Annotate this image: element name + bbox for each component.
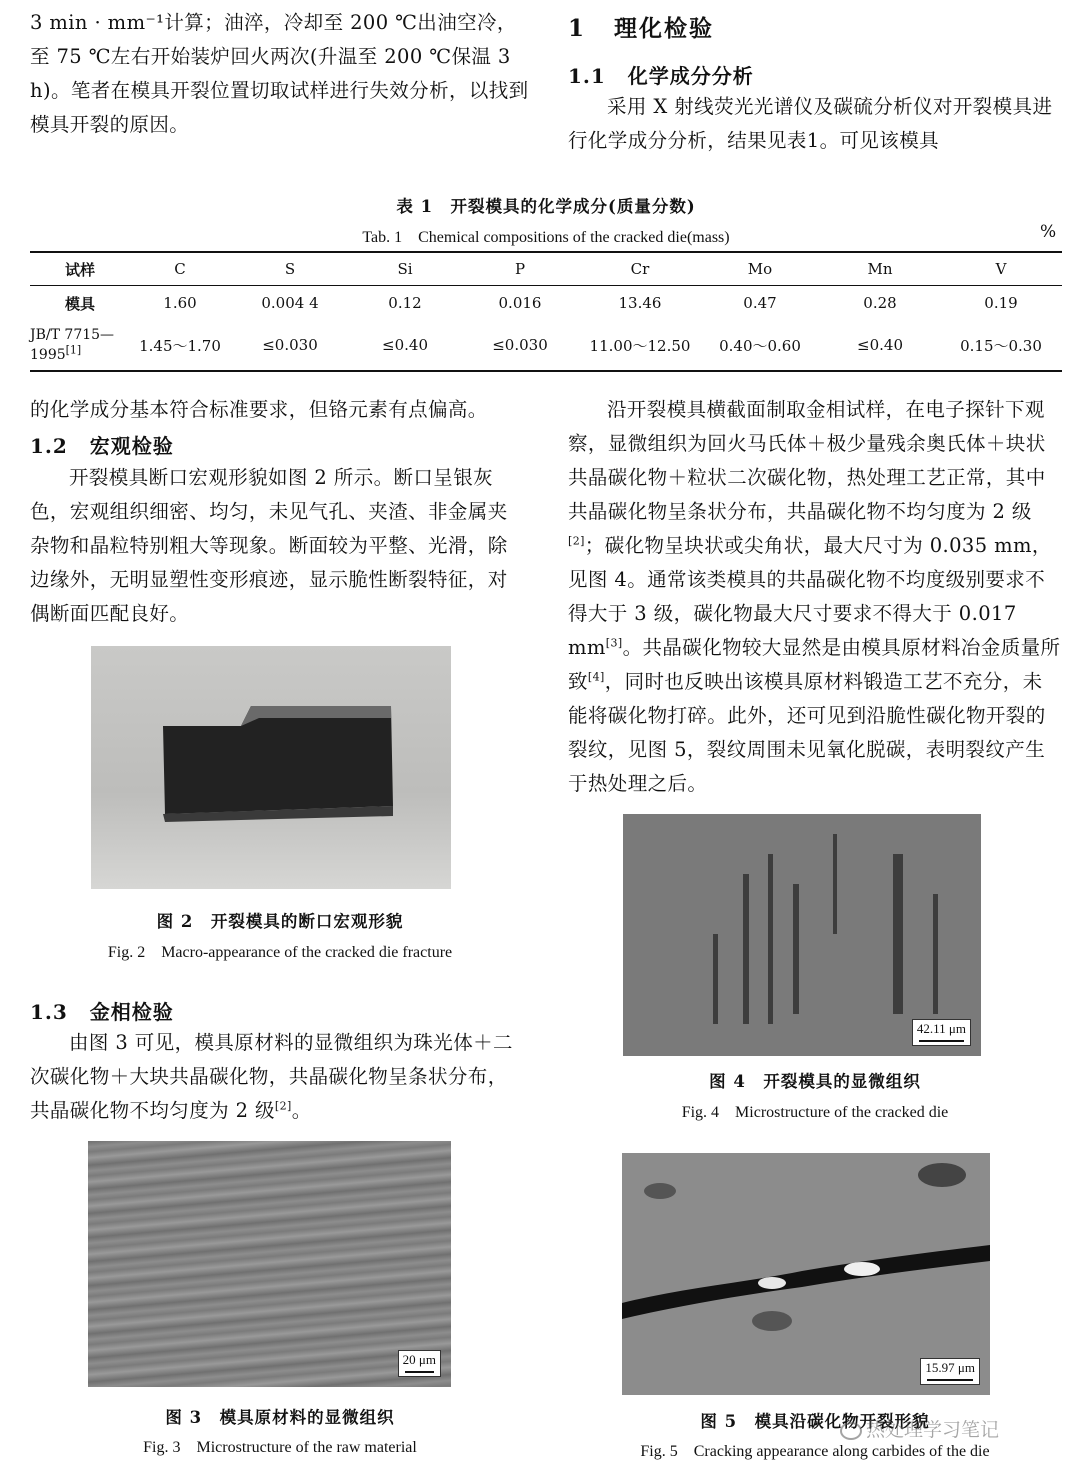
table-header: C: [130, 252, 230, 286]
table-cell: 13.46: [618, 294, 662, 312]
fig3-scale-bar: 20 μm: [398, 1350, 441, 1377]
table-cell-standard: [30, 320, 130, 371]
fig5-caption-en: Fig. 5 Cracking appearance along carbides of the die: [640, 1443, 990, 1460]
standard-ref: [1]: [65, 343, 82, 357]
subsection-1-3-heading: [30, 996, 174, 1025]
table1-unit: %: [1040, 222, 1057, 242]
subsection-number: 1.3: [30, 1000, 68, 1024]
table-header: P: [460, 252, 580, 286]
section-number: 1: [568, 15, 587, 42]
table-header: S: [230, 252, 350, 286]
ref-2: [2]: [274, 1099, 292, 1113]
chem-table: [30, 251, 1062, 372]
table-cell: 1.60: [163, 294, 197, 312]
fig3-caption-en: Fig. 3 Microstructure of the raw material: [143, 1439, 417, 1456]
fig2-die-image: [91, 646, 451, 889]
standard-label-line1: JB/T 7715—: [30, 327, 115, 343]
fig4-scale-bar: 42.11 μm: [912, 1019, 971, 1046]
table-header-row: [30, 252, 1062, 286]
fig5-scale-bar: 15.97 μm: [920, 1358, 980, 1385]
table-cell: 0.016: [498, 294, 542, 312]
subsection-title: 金相检验: [89, 1000, 174, 1024]
table-cell: 0.40～0.60: [700, 320, 820, 371]
fig2-photo: [91, 646, 451, 889]
fig5-photo: [622, 1153, 990, 1395]
fig4-photo: [623, 814, 981, 1056]
table1-caption-en: Tab. 1 Chemical compositions of the cracked die(mass): [362, 229, 730, 246]
table-header: Mo: [700, 252, 820, 286]
left-mid-text: 的化学成分基本符合标准要求，但铬元素有点偏高。: [30, 398, 488, 421]
table-cell: 0.19: [984, 294, 1018, 312]
table-header: Si: [350, 252, 460, 286]
table-row: [30, 320, 1062, 371]
table-header: 试样: [30, 252, 130, 286]
table-cell: 0.12: [388, 294, 422, 312]
chem-analysis-paragraph: 采用 X 射线荧光光谱仪及碳硫分析仪对开裂模具进行化学成分分析，结果见表1。可见该模具: [568, 95, 1053, 152]
fig4-caption-cn: 图 4 开裂模具的显微组织: [709, 1072, 921, 1091]
table-cell: ≤0.030: [230, 320, 350, 371]
watermark-text: 热处理学习笔记: [866, 1419, 1000, 1441]
wechat-icon: [840, 1422, 862, 1440]
section-1-heading: [568, 10, 714, 43]
table-cell: 0.004 4: [261, 294, 319, 312]
fig2-caption-cn: 图 2 开裂模具的断口宏观形貌: [156, 912, 404, 931]
ref-3: [3]: [605, 636, 623, 650]
subsection-number: 1.2: [30, 434, 68, 458]
fig2-caption-en: Fig. 2 Macro-appearance of the cracked die fracture: [107, 944, 453, 961]
table-header: V: [940, 252, 1062, 286]
fig3-photo: [88, 1141, 451, 1387]
subsection-number: 1.1: [568, 64, 606, 88]
table1: [30, 251, 1062, 372]
microstructure-paragraph: 沿开裂模具横截面制取金相试样，在电子探针下观察，显微组织为回火马氏体＋极少量残余奥氏体＋块状共晶碳化物＋粒状二次碳化物，热处理工艺正常，其中共晶碳化物呈条状分布，共晶碳化物不均匀度为 2 级[2]；碳化物呈块状或尖角状，最大尺寸为 0.035 mm，见图 4。通常该类模具的共晶碳化物不均度级别要求不得大于 3 级，碳化物最大尺寸要求不得大于 0.017 mm[3]。共晶碳化物较大显然是由模具原材料冶金质量所致[4]，同时也反映出该模具原材料锻造工艺不充分，未能将碳化物打碎。此外，还可见到沿脆性碳化物开裂的裂纹，见图 5，裂纹周围未见氧化脱碳，表明裂纹产生于热处理之后。: [568, 398, 1061, 795]
standard-label-line2: 1995: [30, 347, 66, 363]
left-intro-paragraph: 3 min · mm⁻¹计算；油淬，冷却至 200 ℃出油空冷，至 75 ℃左右开始装炉回火两次(升温至 200 ℃保温 3 h)。笔者在模具开裂位置切取试样进行失效分析，以找到模具开裂的原因。: [30, 11, 529, 136]
table-cell: 11.00～12.50: [580, 320, 700, 371]
watermark: [840, 1415, 999, 1442]
table-cell: ≤0.40: [350, 320, 460, 371]
fig5-caption-cn: 图 5 模具沿碳化物开裂形貌: [700, 1412, 930, 1431]
fig4-caption-en: Fig. 4 Microstructure of the cracked die: [681, 1104, 949, 1121]
subsection-title: 化学成分分析: [627, 64, 754, 88]
ref-4: [4]: [587, 670, 605, 684]
section-title: 理化检验: [614, 15, 715, 42]
table-header: Cr: [580, 252, 700, 286]
fig3-caption-cn: 图 3 模具原材料的显微组织: [165, 1408, 395, 1427]
subsection-1-2-heading: [30, 430, 174, 459]
table-cell: 1.45～1.70: [130, 320, 230, 371]
table1-caption-cn: 表 1 开裂模具的化学成分(质量分数): [396, 197, 696, 216]
subsection-title: 宏观检验: [89, 434, 174, 458]
table-cell: ≤0.030: [460, 320, 580, 371]
table-cell: 0.15～0.30: [940, 320, 1062, 371]
table-header: Mn: [820, 252, 940, 286]
table-cell: 0.47: [743, 294, 777, 312]
ref-2: [2]: [568, 534, 585, 548]
metallography-paragraph: 由图 3 可见，模具原材料的显微组织为珠光体＋二次碳化物＋大块共晶碳化物，共晶碳化物呈条状分布，共晶碳化物不均匀度为 2 级[2]。: [30, 1031, 513, 1122]
table-cell: ≤0.40: [820, 320, 940, 371]
subsection-1-1-heading: [568, 60, 754, 89]
macro-paragraph: 开裂模具断口宏观形貌如图 2 所示。断口呈银灰色，宏观组织细密、均匀，未见气孔、夹渣、非金属夹杂物和晶粒特别粗大等现象。断面较为平整、光滑，除边缘外，无明显塑性变形痕迹，显示脆性断裂特征，对偶断面匹配良好。: [30, 466, 508, 625]
table-cell: 模具: [64, 294, 95, 313]
table-cell: 0.28: [863, 294, 897, 312]
table-row: [30, 286, 1062, 321]
